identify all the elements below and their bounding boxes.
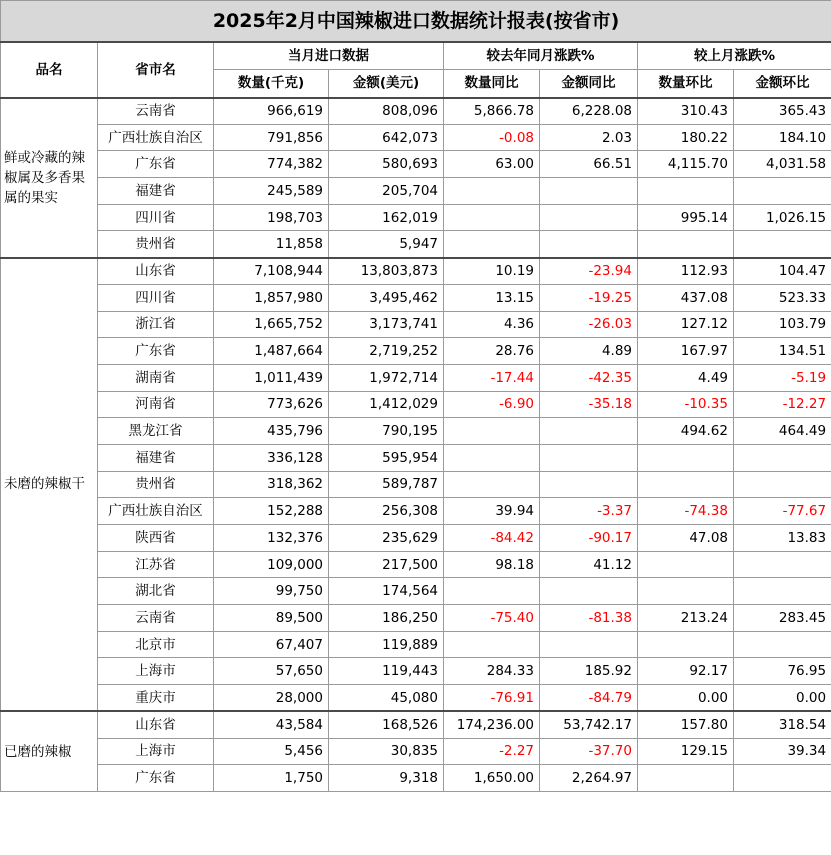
amt-yoy-cell: -84.79	[540, 685, 638, 712]
table-row	[1, 151, 831, 178]
province-cell: 河南省	[98, 391, 214, 418]
qty-yoy-cell: 5,866.78	[444, 98, 540, 125]
qty-yoy-cell: 63.00	[444, 151, 540, 178]
header-amt-yoy: 金额同比	[540, 70, 638, 98]
amt-mom-cell	[734, 178, 831, 205]
amt-mom-cell	[734, 765, 831, 792]
quantity-cell: 435,796	[214, 418, 329, 445]
quantity-cell: 318,362	[214, 471, 329, 498]
table-row	[1, 551, 831, 578]
province-cell: 广西壮族自治区	[98, 498, 214, 525]
amount-cell: 589,787	[329, 471, 444, 498]
amt-mom-cell	[734, 578, 831, 605]
amt-mom-cell: 464.49	[734, 418, 831, 445]
qty-mom-cell: 213.24	[638, 605, 734, 632]
amt-yoy-cell	[540, 578, 638, 605]
amount-cell: 45,080	[329, 685, 444, 712]
amt-yoy-cell	[540, 178, 638, 205]
quantity-cell: 67,407	[214, 631, 329, 658]
province-cell: 福建省	[98, 444, 214, 471]
amt-yoy-cell: 66.51	[540, 151, 638, 178]
table-row	[1, 311, 831, 338]
header-quantity: 数量(千克)	[214, 70, 329, 98]
qty-mom-cell: 167.97	[638, 338, 734, 365]
amt-mom-cell: 283.45	[734, 605, 831, 632]
amt-mom-cell: 104.47	[734, 258, 831, 285]
amt-yoy-cell: -26.03	[540, 311, 638, 338]
quantity-cell: 152,288	[214, 498, 329, 525]
header-qty-yoy: 数量同比	[444, 70, 540, 98]
qty-mom-cell: 494.62	[638, 418, 734, 445]
amount-cell: 186,250	[329, 605, 444, 632]
amount-cell: 9,318	[329, 765, 444, 792]
table-row	[1, 738, 831, 765]
header-province: 省市名	[98, 42, 214, 98]
quantity-cell: 28,000	[214, 685, 329, 712]
table-row	[1, 525, 831, 552]
province-cell: 广东省	[98, 765, 214, 792]
qty-yoy-cell: 98.18	[444, 551, 540, 578]
amt-mom-cell: 13.83	[734, 525, 831, 552]
category-cell: 未磨的辣椒干	[1, 258, 98, 712]
amt-mom-cell: 0.00	[734, 685, 831, 712]
amount-cell: 119,443	[329, 658, 444, 685]
qty-mom-cell: 310.43	[638, 98, 734, 125]
amt-yoy-cell	[540, 231, 638, 258]
amt-yoy-cell: -42.35	[540, 364, 638, 391]
province-cell: 广东省	[98, 151, 214, 178]
province-cell: 陕西省	[98, 525, 214, 552]
province-cell: 云南省	[98, 98, 214, 125]
quantity-cell: 1,750	[214, 765, 329, 792]
header-category: 品名	[1, 42, 98, 98]
qty-mom-cell: 129.15	[638, 738, 734, 765]
quantity-cell: 43,584	[214, 711, 329, 738]
table-row	[1, 231, 831, 258]
category-cell: 鲜或冷藏的辣椒属及多香果属的果实	[1, 98, 98, 258]
amt-mom-cell	[734, 631, 831, 658]
qty-yoy-cell: -76.91	[444, 685, 540, 712]
amount-cell: 235,629	[329, 525, 444, 552]
amount-cell: 808,096	[329, 98, 444, 125]
table-row	[1, 444, 831, 471]
quantity-cell: 1,857,980	[214, 284, 329, 311]
amount-cell: 790,195	[329, 418, 444, 445]
amount-cell: 174,564	[329, 578, 444, 605]
amt-yoy-cell: 4.89	[540, 338, 638, 365]
province-cell: 湖北省	[98, 578, 214, 605]
qty-mom-cell	[638, 471, 734, 498]
quantity-cell: 966,619	[214, 98, 329, 125]
amt-mom-cell	[734, 471, 831, 498]
amt-yoy-cell: 2.03	[540, 124, 638, 151]
qty-yoy-cell: 284.33	[444, 658, 540, 685]
province-cell: 贵州省	[98, 231, 214, 258]
header-mom: 较上月涨跌%	[638, 42, 831, 70]
qty-yoy-cell	[444, 178, 540, 205]
table-row	[1, 391, 831, 418]
table-row	[1, 498, 831, 525]
province-cell: 上海市	[98, 738, 214, 765]
province-cell: 黑龙江省	[98, 418, 214, 445]
qty-mom-cell: -74.38	[638, 498, 734, 525]
province-cell: 上海市	[98, 658, 214, 685]
amount-cell: 30,835	[329, 738, 444, 765]
amt-mom-cell	[734, 551, 831, 578]
amount-cell: 580,693	[329, 151, 444, 178]
qty-mom-cell	[638, 444, 734, 471]
qty-yoy-cell	[444, 418, 540, 445]
quantity-cell: 1,665,752	[214, 311, 329, 338]
amount-cell: 595,954	[329, 444, 444, 471]
table-row	[1, 258, 831, 285]
qty-yoy-cell: -0.08	[444, 124, 540, 151]
table-row	[1, 418, 831, 445]
amt-yoy-cell: 53,742.17	[540, 711, 638, 738]
qty-mom-cell	[638, 631, 734, 658]
quantity-cell: 1,487,664	[214, 338, 329, 365]
amt-mom-cell: 134.51	[734, 338, 831, 365]
qty-mom-cell: 157.80	[638, 711, 734, 738]
amt-mom-cell	[734, 444, 831, 471]
qty-yoy-cell	[444, 471, 540, 498]
province-cell: 贵州省	[98, 471, 214, 498]
province-cell: 山东省	[98, 711, 214, 738]
qty-mom-cell	[638, 231, 734, 258]
qty-yoy-cell: -6.90	[444, 391, 540, 418]
header-amount: 金额(美元)	[329, 70, 444, 98]
amt-mom-cell	[734, 231, 831, 258]
qty-mom-cell	[638, 765, 734, 792]
qty-mom-cell: 0.00	[638, 685, 734, 712]
province-cell: 四川省	[98, 284, 214, 311]
qty-yoy-cell: 13.15	[444, 284, 540, 311]
amt-yoy-cell	[540, 418, 638, 445]
qty-yoy-cell: 10.19	[444, 258, 540, 285]
quantity-cell: 11,858	[214, 231, 329, 258]
amt-mom-cell: 103.79	[734, 311, 831, 338]
qty-mom-cell: 4.49	[638, 364, 734, 391]
qty-mom-cell: 112.93	[638, 258, 734, 285]
table-row	[1, 685, 831, 712]
province-cell: 广西壮族自治区	[98, 124, 214, 151]
amt-yoy-cell: 6,228.08	[540, 98, 638, 125]
amount-cell: 3,495,462	[329, 284, 444, 311]
amt-yoy-cell: -3.37	[540, 498, 638, 525]
quantity-cell: 1,011,439	[214, 364, 329, 391]
amount-cell: 1,972,714	[329, 364, 444, 391]
header-yoy: 较去年同月涨跌%	[444, 42, 638, 70]
table-row	[1, 178, 831, 205]
amount-cell: 2,719,252	[329, 338, 444, 365]
province-cell: 北京市	[98, 631, 214, 658]
quantity-cell: 245,589	[214, 178, 329, 205]
qty-yoy-cell	[444, 578, 540, 605]
amt-mom-cell: 39.34	[734, 738, 831, 765]
qty-yoy-cell: -17.44	[444, 364, 540, 391]
quantity-cell: 336,128	[214, 444, 329, 471]
qty-mom-cell	[638, 551, 734, 578]
amt-yoy-cell: -81.38	[540, 605, 638, 632]
amt-yoy-cell: 185.92	[540, 658, 638, 685]
amt-yoy-cell	[540, 631, 638, 658]
table-row	[1, 578, 831, 605]
amt-mom-cell: 184.10	[734, 124, 831, 151]
amt-yoy-cell: 41.12	[540, 551, 638, 578]
qty-mom-cell: 47.08	[638, 525, 734, 552]
amt-mom-cell: 1,026.15	[734, 204, 831, 231]
header-amt-mom: 金额环比	[734, 70, 831, 98]
amount-cell: 168,526	[329, 711, 444, 738]
amt-mom-cell: 4,031.58	[734, 151, 831, 178]
province-cell: 广东省	[98, 338, 214, 365]
amount-cell: 205,704	[329, 178, 444, 205]
amount-cell: 1,412,029	[329, 391, 444, 418]
table-row	[1, 98, 831, 125]
amt-mom-cell: 318.54	[734, 711, 831, 738]
qty-mom-cell: 437.08	[638, 284, 734, 311]
amount-cell: 256,308	[329, 498, 444, 525]
table-row	[1, 338, 831, 365]
province-cell: 四川省	[98, 204, 214, 231]
qty-mom-cell	[638, 578, 734, 605]
amt-yoy-cell: -23.94	[540, 258, 638, 285]
header-current-month: 当月进口数据	[214, 42, 444, 70]
table-row	[1, 605, 831, 632]
quantity-cell: 5,456	[214, 738, 329, 765]
quantity-cell: 773,626	[214, 391, 329, 418]
qty-yoy-cell	[444, 444, 540, 471]
qty-yoy-cell: 4.36	[444, 311, 540, 338]
qty-yoy-cell: 28.76	[444, 338, 540, 365]
table-row	[1, 658, 831, 685]
table-row	[1, 765, 831, 792]
quantity-cell: 89,500	[214, 605, 329, 632]
amount-cell: 119,889	[329, 631, 444, 658]
amount-cell: 3,173,741	[329, 311, 444, 338]
amt-mom-cell: -77.67	[734, 498, 831, 525]
province-cell: 湖南省	[98, 364, 214, 391]
qty-yoy-cell: -75.40	[444, 605, 540, 632]
quantity-cell: 198,703	[214, 204, 329, 231]
amt-yoy-cell	[540, 204, 638, 231]
qty-yoy-cell: 174,236.00	[444, 711, 540, 738]
qty-mom-cell: 995.14	[638, 204, 734, 231]
table-row	[1, 711, 831, 738]
amt-yoy-cell: -37.70	[540, 738, 638, 765]
province-cell: 重庆市	[98, 685, 214, 712]
province-cell: 云南省	[98, 605, 214, 632]
amt-mom-cell: 523.33	[734, 284, 831, 311]
qty-mom-cell: 92.17	[638, 658, 734, 685]
table-row	[1, 364, 831, 391]
quantity-cell: 7,108,944	[214, 258, 329, 285]
qty-yoy-cell: 39.94	[444, 498, 540, 525]
province-cell: 浙江省	[98, 311, 214, 338]
province-cell: 山东省	[98, 258, 214, 285]
amount-cell: 642,073	[329, 124, 444, 151]
province-cell: 福建省	[98, 178, 214, 205]
amt-yoy-cell: -35.18	[540, 391, 638, 418]
qty-mom-cell: 180.22	[638, 124, 734, 151]
amt-yoy-cell: 2,264.97	[540, 765, 638, 792]
qty-mom-cell	[638, 178, 734, 205]
quantity-cell: 791,856	[214, 124, 329, 151]
qty-mom-cell: -10.35	[638, 391, 734, 418]
report-title: 2025年2月中国辣椒进口数据统计报表(按省市)	[1, 1, 831, 42]
qty-mom-cell: 127.12	[638, 311, 734, 338]
qty-yoy-cell: -2.27	[444, 738, 540, 765]
qty-yoy-cell: -84.42	[444, 525, 540, 552]
amount-cell: 162,019	[329, 204, 444, 231]
table-row	[1, 631, 831, 658]
amt-mom-cell: 76.95	[734, 658, 831, 685]
category-cell: 已磨的辣椒	[1, 711, 98, 791]
table-row	[1, 124, 831, 151]
amt-mom-cell: -12.27	[734, 391, 831, 418]
quantity-cell: 99,750	[214, 578, 329, 605]
table-row	[1, 204, 831, 231]
qty-mom-cell: 4,115.70	[638, 151, 734, 178]
amt-yoy-cell: -90.17	[540, 525, 638, 552]
amt-mom-cell: -5.19	[734, 364, 831, 391]
province-cell: 江苏省	[98, 551, 214, 578]
amt-yoy-cell	[540, 471, 638, 498]
quantity-cell: 774,382	[214, 151, 329, 178]
header-qty-mom: 数量环比	[638, 70, 734, 98]
amount-cell: 13,803,873	[329, 258, 444, 285]
qty-yoy-cell	[444, 231, 540, 258]
amt-yoy-cell	[540, 444, 638, 471]
qty-yoy-cell	[444, 204, 540, 231]
quantity-cell: 132,376	[214, 525, 329, 552]
table-row	[1, 284, 831, 311]
table-row	[1, 471, 831, 498]
amt-yoy-cell: -19.25	[540, 284, 638, 311]
quantity-cell: 109,000	[214, 551, 329, 578]
amt-mom-cell: 365.43	[734, 98, 831, 125]
amount-cell: 5,947	[329, 231, 444, 258]
quantity-cell: 57,650	[214, 658, 329, 685]
qty-yoy-cell	[444, 631, 540, 658]
qty-yoy-cell: 1,650.00	[444, 765, 540, 792]
amount-cell: 217,500	[329, 551, 444, 578]
